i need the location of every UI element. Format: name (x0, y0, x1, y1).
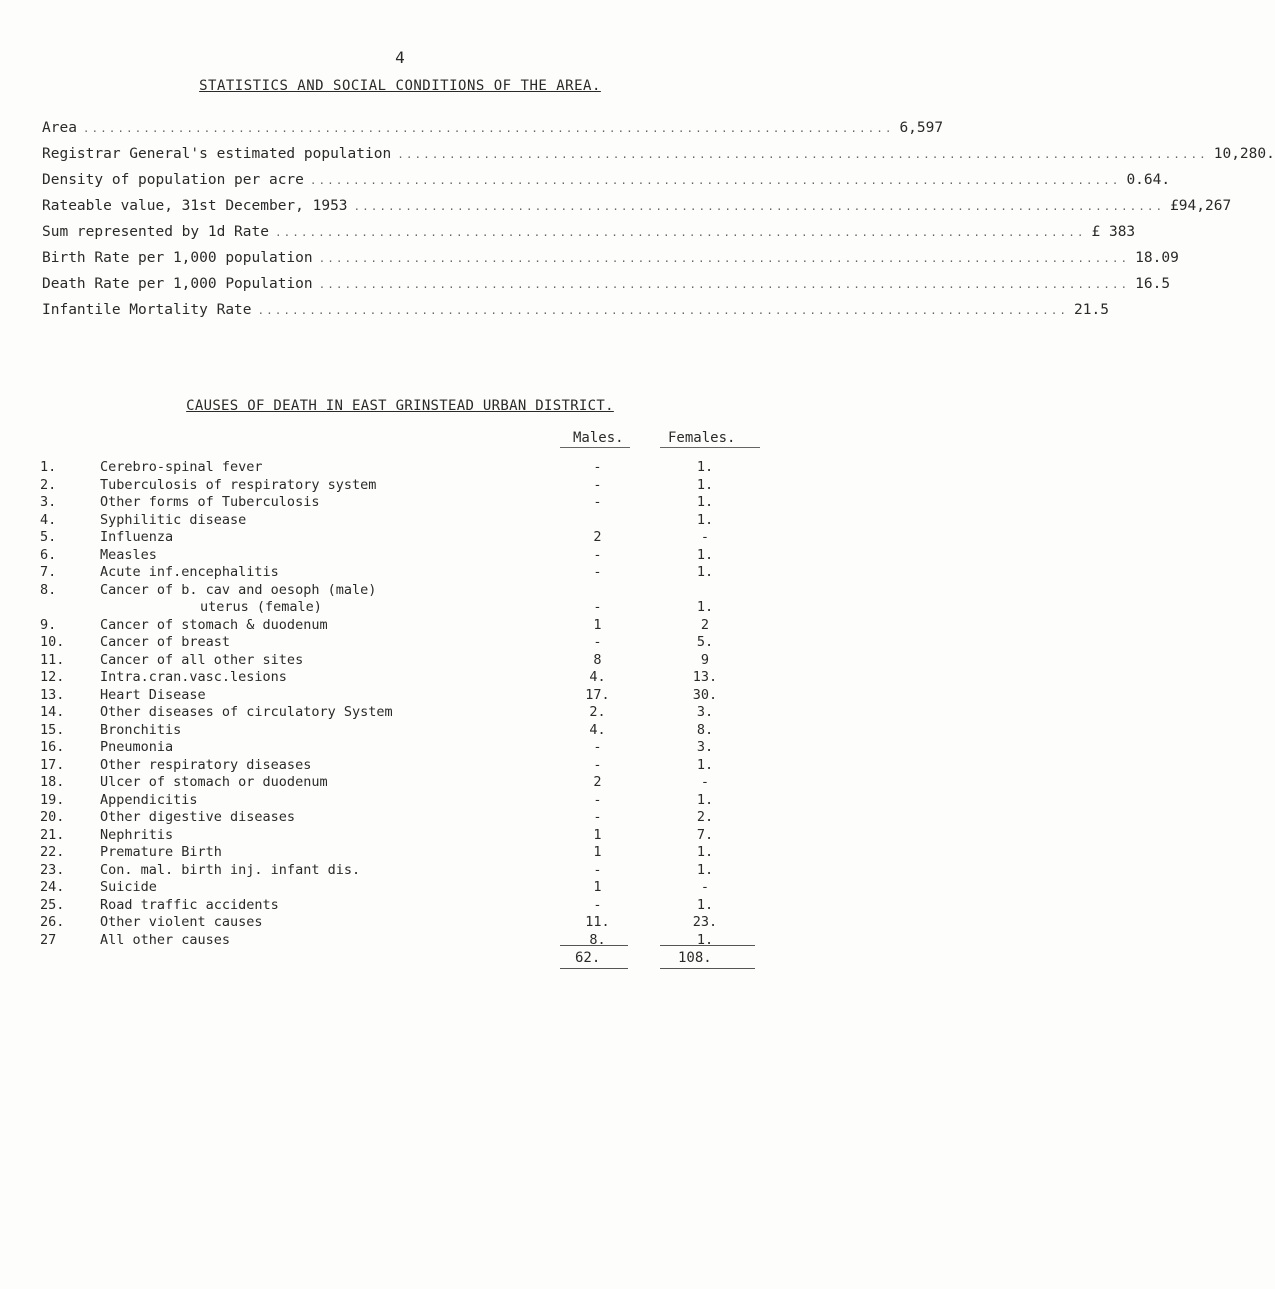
stat-value: 18.09 (1135, 250, 1179, 266)
stat-label: Area (42, 120, 77, 136)
cause-label: Tuberculosis of respiratory system (100, 476, 377, 493)
males-value: 1 (593, 616, 602, 633)
dot-leader: .............................................................................................. (397, 148, 1208, 161)
table-row (40, 897, 780, 915)
stat-label: Registrar General's estimated population (42, 146, 392, 162)
cause-label: Syphilitic disease (100, 511, 247, 528)
stat-label: Death Rate per 1,000 Population (42, 276, 313, 292)
males-value: 4. (589, 669, 606, 685)
females-value: 2. (696, 809, 714, 825)
cause-number: 14. (40, 704, 65, 720)
cause-number: 8. (40, 581, 57, 598)
dot-leader: .............................................................................................. (82, 122, 894, 135)
males-column-header: Males. (573, 430, 624, 446)
males-value: 1 (593, 879, 602, 895)
table-row (40, 879, 780, 897)
table-row (40, 634, 780, 652)
females-value: 1. (696, 931, 714, 948)
females-total: 108. (678, 950, 712, 966)
table-row (40, 599, 780, 617)
table-row (40, 844, 780, 862)
total-underline (660, 968, 755, 969)
table-row (40, 687, 780, 705)
table-row (40, 652, 780, 670)
females-value: 1. (696, 756, 714, 773)
cause-label: Premature Birth (100, 844, 222, 860)
cause-number: 27 (40, 931, 57, 948)
cause-label: Nephritis (100, 826, 174, 843)
cause-number: 11. (40, 651, 65, 668)
males-value: - (593, 459, 602, 475)
table-row (40, 914, 780, 932)
females-value: - (700, 774, 710, 790)
stat-row (42, 146, 1275, 172)
cause-number: 2. (40, 476, 57, 493)
stat-label: Infantile Mortality Rate (42, 302, 252, 318)
table-row (40, 617, 780, 635)
females-value: 1. (696, 791, 714, 808)
stat-label: Birth Rate per 1,000 population (42, 250, 313, 266)
dot-leader: .............................................................................................. (318, 252, 1130, 265)
females-value: - (700, 879, 710, 895)
males-value: - (593, 739, 602, 755)
page-title: STATISTICS AND SOCIAL CONDITIONS OF THE AREA. (199, 78, 601, 94)
cause-number: 7. (40, 564, 57, 580)
females-value: 9 (700, 651, 710, 668)
females-value: 2 (700, 616, 710, 633)
males-value: 2. (589, 704, 606, 720)
table-row (40, 477, 780, 495)
males-value: - (593, 791, 602, 808)
cause-label: Con. mal. birth inj. infant dis. (100, 861, 361, 878)
cause-number: 9. (40, 616, 57, 633)
females-value: 3. (696, 739, 714, 755)
females-value: 1. (696, 599, 714, 615)
males-total: 62. (575, 950, 601, 966)
cause-number: 12. (40, 669, 65, 685)
cause-label: Suicide (100, 879, 157, 895)
females-value: 7. (696, 826, 714, 843)
stat-value: £94,267 (1170, 198, 1232, 214)
cause-label: Pneumonia (100, 739, 174, 755)
females-value: 1. (696, 546, 714, 563)
males-value: - (593, 564, 602, 580)
males-value: 8 (593, 651, 602, 668)
cause-number: 4. (40, 511, 57, 528)
cause-label: Other digestive diseases (100, 809, 296, 825)
females-value: 1. (696, 844, 714, 860)
males-value: - (593, 861, 602, 878)
stat-value: 16.5 (1135, 276, 1171, 292)
cause-number: 22. (40, 844, 65, 860)
cause-number: 18. (40, 774, 65, 790)
cause-label: Ulcer of stomach or duodenum (100, 774, 328, 790)
males-value: - (593, 546, 602, 563)
cause-label: Other violent causes (100, 914, 263, 930)
cause-number: 26. (40, 914, 65, 930)
females-value: 1. (696, 564, 714, 580)
stat-row (42, 120, 944, 146)
table-row (40, 669, 780, 687)
table-row (40, 827, 780, 845)
table-row (40, 582, 780, 600)
stat-row (42, 302, 1109, 328)
table-row (40, 792, 780, 810)
females-value: 8. (696, 721, 714, 738)
table-row (40, 809, 780, 827)
females-column-header: Females. (668, 430, 736, 446)
cause-label: uterus (female) (200, 599, 322, 615)
table-row (40, 774, 780, 792)
females-value: 1. (696, 511, 714, 528)
males-value: - (593, 494, 602, 510)
total-divider (660, 945, 755, 946)
cause-label: Cancer of breast (100, 634, 231, 650)
stat-value: 6,597 (899, 120, 944, 136)
stat-row (42, 198, 1232, 224)
cause-label: Cancer of stomach & duodenum (100, 616, 328, 633)
dot-leader: .............................................................................................. (318, 278, 1130, 291)
females-value: 13. (692, 669, 718, 685)
females-value: 1. (696, 494, 714, 510)
table-row (40, 564, 780, 582)
cause-label: Measles (100, 546, 157, 563)
dot-leader: .............................................................................................. (274, 226, 1086, 239)
stat-value: £ 383 (1091, 224, 1136, 240)
males-value: 11. (585, 914, 610, 930)
cause-label: Influenza (100, 529, 174, 545)
statistics-list (42, 120, 1275, 328)
stat-label: Rateable value, 31st December, 1953 (42, 198, 348, 214)
cause-label: Road traffic accidents (100, 896, 279, 913)
cause-number: 24. (40, 879, 65, 895)
cause-number: 6. (40, 546, 57, 563)
stat-row (42, 224, 1136, 250)
females-value: 23. (692, 914, 718, 930)
cause-number: 15. (40, 721, 65, 738)
table-row (40, 494, 780, 512)
cause-number: 17. (40, 756, 65, 773)
stat-row (42, 276, 1171, 302)
cause-number: 1. (40, 459, 57, 475)
cause-number: 23. (40, 861, 65, 878)
stat-row (42, 172, 1171, 198)
stat-value: 10,280. (1213, 146, 1275, 162)
cause-number: 5. (40, 529, 57, 545)
cause-label: Bronchitis (100, 721, 182, 738)
females-value: 1. (696, 459, 714, 475)
table-row (40, 757, 780, 775)
males-value: - (593, 809, 602, 825)
table-row (40, 529, 780, 547)
table-row (40, 547, 780, 565)
causes-table (40, 459, 780, 949)
males-value: 4. (589, 721, 606, 738)
table-row (40, 739, 780, 757)
total-divider (560, 945, 628, 946)
stat-label: Sum represented by 1d Rate (42, 224, 269, 240)
cause-label: Intra.cran.vasc.lesions (100, 669, 287, 685)
cause-number: 10. (40, 634, 65, 650)
cause-label: Other diseases of circulatory System (100, 704, 393, 720)
males-value: 2 (593, 774, 602, 790)
males-value: - (593, 476, 602, 493)
cause-number: 3. (40, 494, 57, 510)
cause-number: 25. (40, 896, 65, 913)
stat-row (42, 250, 1179, 276)
stat-label: Density of population per acre (42, 172, 304, 188)
table-row (40, 512, 780, 530)
cause-label: Other respiratory diseases (100, 756, 312, 773)
page-number: 4 (395, 48, 405, 67)
table-row (40, 722, 780, 740)
males-value: - (593, 599, 602, 615)
table-row (40, 932, 780, 950)
females-value: 1. (696, 476, 714, 493)
table-row (40, 704, 780, 722)
males-value: 2 (593, 529, 602, 545)
males-value: - (593, 756, 602, 773)
males-value: 17. (585, 686, 610, 703)
cause-label: Heart Disease (100, 686, 206, 703)
males-value: - (593, 896, 602, 913)
dot-leader: .............................................................................................. (353, 200, 1165, 213)
cause-number: 19. (40, 791, 65, 808)
males-value: - (593, 634, 602, 650)
females-value: 3. (696, 704, 714, 720)
females-value: 1. (696, 896, 714, 913)
cause-number: 16. (40, 739, 65, 755)
females-value: - (700, 529, 710, 545)
cause-number: 13. (40, 686, 65, 703)
males-value: 1 (593, 826, 602, 843)
cause-number: 20. (40, 809, 65, 825)
header-divider (660, 447, 760, 448)
cause-label: Cerebro-spinal fever (100, 459, 263, 475)
table-row (40, 459, 780, 477)
total-underline (560, 968, 628, 969)
cause-label: Acute inf.encephalitis (100, 564, 279, 580)
cause-number: 21. (40, 826, 65, 843)
females-value: 30. (692, 686, 718, 703)
cause-label: Appendicitis (100, 791, 198, 808)
causes-title: CAUSES OF DEATH IN EAST GRINSTEAD URBAN DISTRICT. (186, 398, 614, 414)
males-value: 8. (589, 931, 606, 948)
cause-label: All other causes (100, 931, 231, 948)
header-divider (560, 447, 630, 448)
females-value: 5. (696, 634, 714, 650)
cause-label: Other forms of Tuberculosis (100, 494, 320, 510)
females-value: 1. (696, 861, 714, 878)
dot-leader: .............................................................................................. (309, 174, 1121, 187)
cause-label: Cancer of b. cav and oesoph (male) (100, 581, 377, 598)
stat-value: 21.5 (1074, 302, 1109, 318)
table-row (40, 862, 780, 880)
dot-leader: .............................................................................................. (257, 304, 1069, 317)
stat-value: 0.64. (1126, 172, 1171, 188)
males-value: 1 (593, 844, 602, 860)
cause-label: Cancer of all other sites (100, 651, 304, 668)
